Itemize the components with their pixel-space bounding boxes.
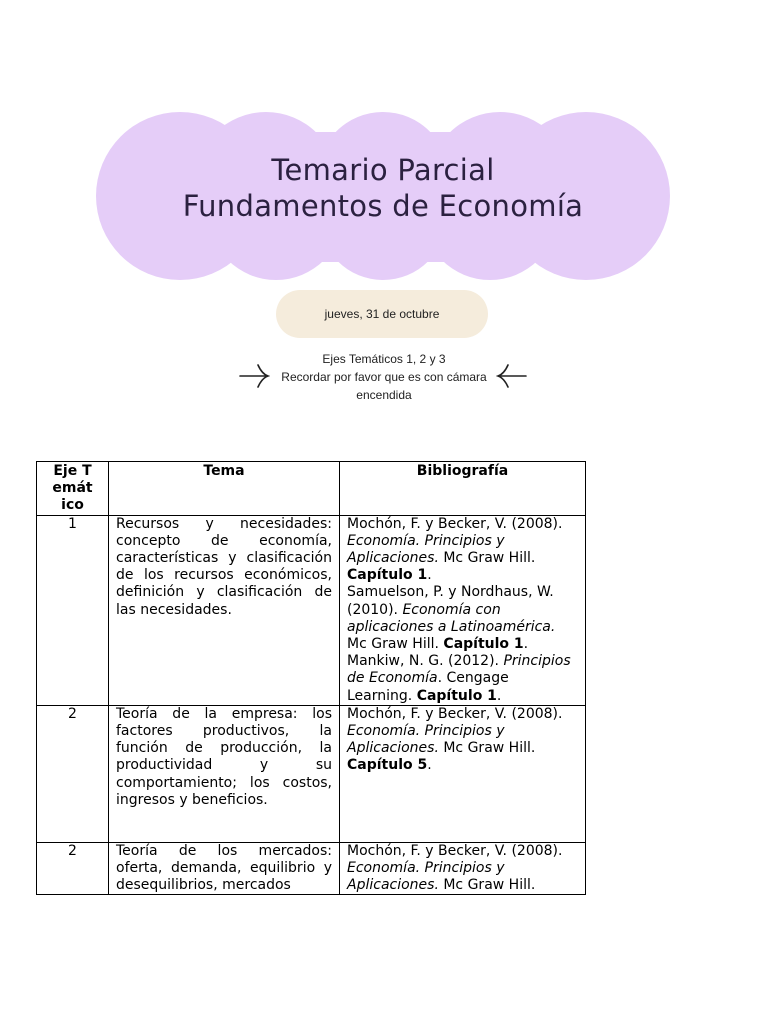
- table-header-row: [37, 462, 586, 516]
- page-title-line-2: Fundamentos de Economía: [182, 189, 584, 223]
- row-eje: 2: [37, 842, 109, 895]
- reference: Samuelson, P. y Nordhaus, W. (2010). Economía con aplicaciones a Latinoamérica. Mc Graw Hill. Capítulo 1.: [347, 584, 556, 653]
- reference: Mankiw, N. G. (2012). Principios de Economía. Cengage Learning. Capítulo 1.: [347, 653, 571, 704]
- header-eje: Eje Temático: [37, 462, 109, 516]
- row-tema: Teoría de los mercados: oferta, demanda, equilibrio y desequilibrios, mercados: [109, 842, 340, 895]
- header-tema: Tema: [109, 462, 340, 516]
- page-title-line-1: Temario Parcial: [271, 153, 495, 187]
- header-bibliografia: Bibliografía: [340, 462, 586, 516]
- row-bibliografia: [340, 705, 586, 842]
- row-tema: Recursos y necesidades: concepto de economía, características y clasificación de los recursos económicos, definición y clasificación de las necesidades.: [109, 515, 340, 705]
- row-eje: 2: [37, 705, 109, 842]
- row-eje: 1: [37, 515, 109, 705]
- reference: Mochón, F. y Becker, V. (2008). Economía. Principios y Aplicaciones. Mc Graw Hill. Capítulo 1.: [347, 515, 563, 584]
- table-row: [37, 842, 586, 895]
- date-pill: [276, 290, 488, 338]
- title-banner: [96, 112, 670, 280]
- note-camera-2: encendida: [356, 388, 412, 402]
- row-bibliografia: [340, 842, 586, 895]
- exam-date: jueves, 31 de octubre: [324, 307, 440, 321]
- reference: Mochón, F. y Becker, V. (2008). Economía. Principios y Aplicaciones. Mc Graw Hill. Capítulo 5.: [347, 705, 563, 774]
- note-ejes: Ejes Temáticos 1, 2 y 3: [322, 352, 446, 366]
- reference: Mochón, F. y Becker, V. (2008). Economía. Principios y Aplicaciones. Mc Graw Hill.: [347, 842, 563, 894]
- table-row: [37, 705, 586, 842]
- table-row: [37, 515, 586, 705]
- row-bibliografia: [340, 515, 586, 705]
- note-camera-1: Recordar por favor que es con cámara: [281, 370, 487, 384]
- syllabus-table: [36, 461, 586, 895]
- exam-notes: [262, 350, 506, 404]
- row-tema: Teoría de la empresa: los factores productivos, la función de producción, la productividad y su comportamiento; los costos, ingresos y beneficios.: [109, 705, 340, 842]
